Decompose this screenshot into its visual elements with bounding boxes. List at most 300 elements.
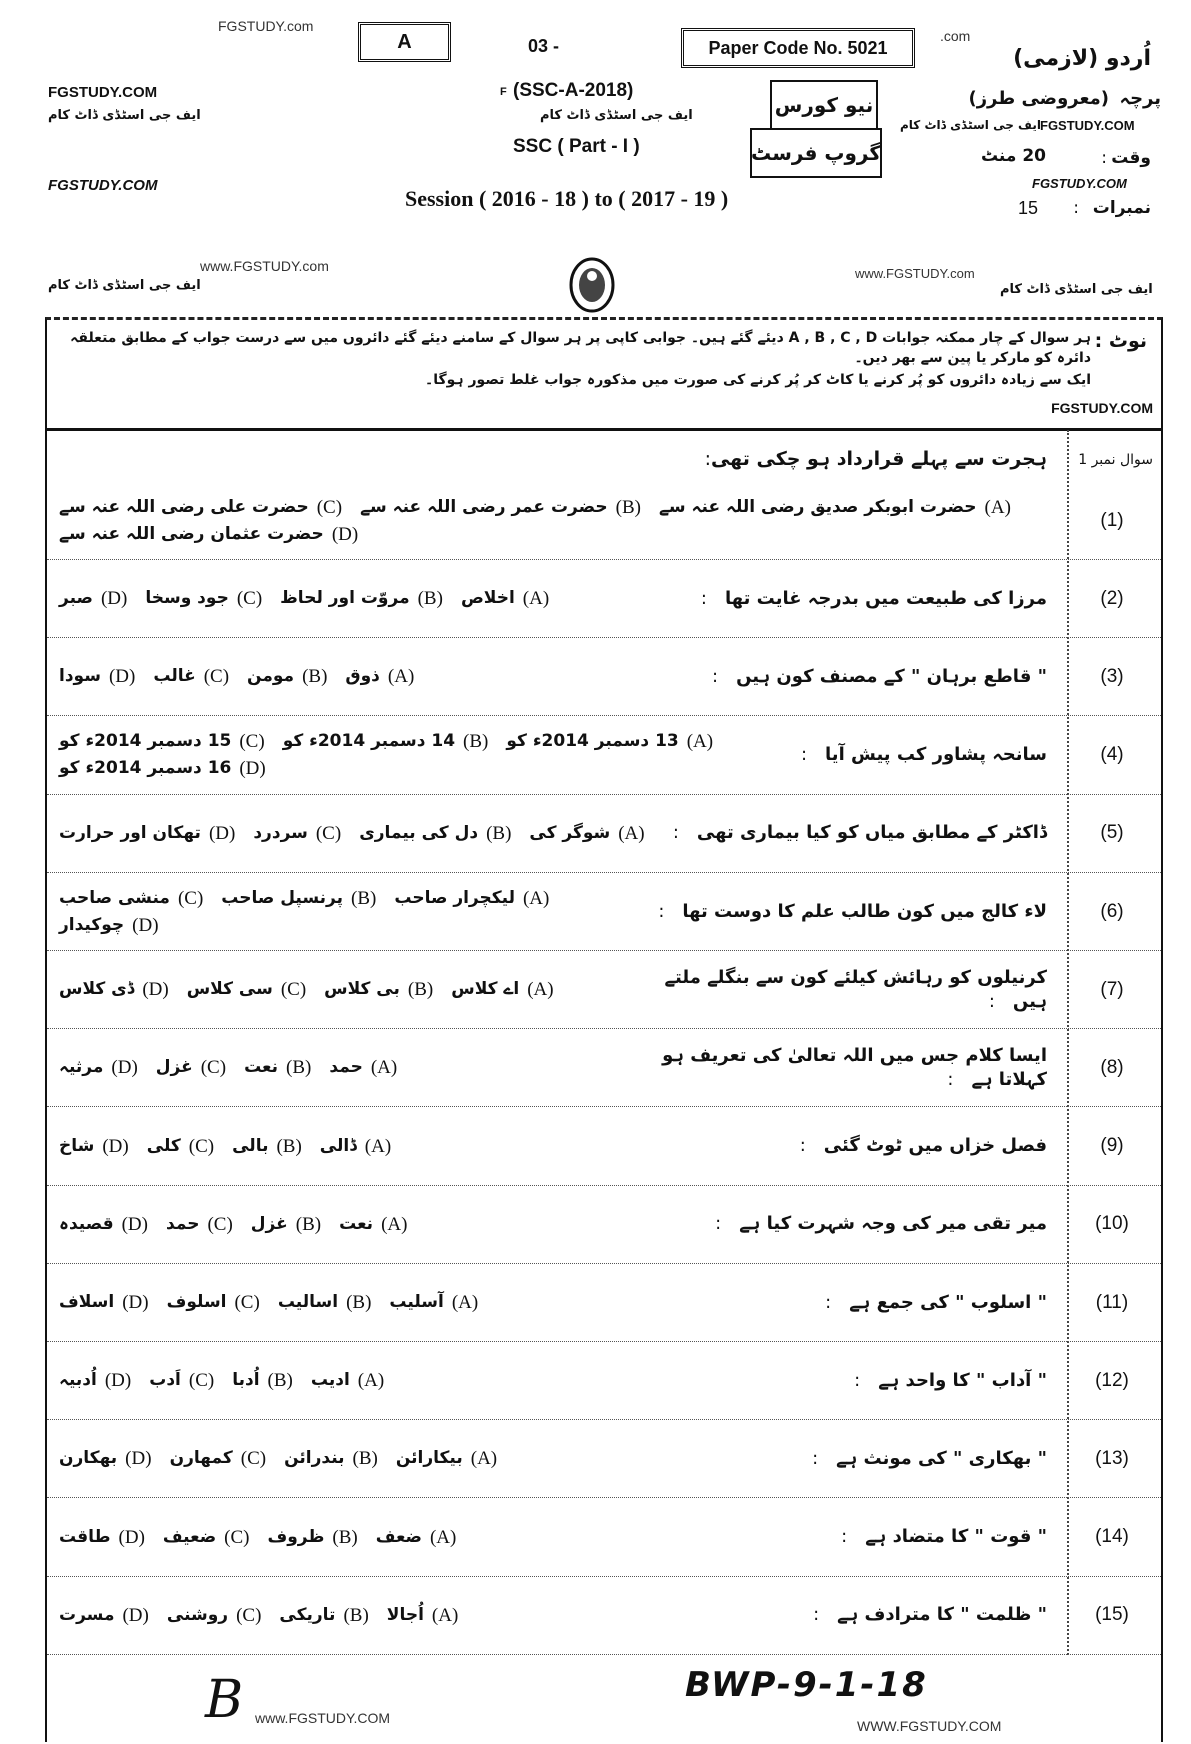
option-b[interactable] <box>278 1290 372 1315</box>
option-label: (D) <box>121 1213 148 1235</box>
colon: : <box>812 1447 819 1469</box>
question-text: لاء کالج میں کون طالب علم کا دوست تھا <box>682 900 1047 922</box>
option-a[interactable] <box>387 1603 459 1628</box>
question-stem <box>712 665 1063 689</box>
question-number: (15) <box>1095 1604 1129 1626</box>
options <box>59 586 687 611</box>
question-text: ایسا کلام جس میں اللہ تعالیٰ کی تعریف ہو کہلاتا ہے <box>662 1044 1047 1090</box>
option-text: کلی <box>146 1135 181 1156</box>
options <box>59 1603 799 1628</box>
option-a[interactable] <box>506 729 713 754</box>
option-label: (D) <box>118 1526 145 1548</box>
option-a[interactable] <box>311 1368 384 1393</box>
watermark: ایف جی اسٹڈی ڈاٹ کام <box>48 108 201 123</box>
watermark: WWW.FGSTUDY.COM <box>857 1718 1002 1734</box>
option-label: (B) <box>463 731 489 753</box>
colon: : <box>800 744 808 766</box>
option-label: (C) <box>239 731 265 753</box>
option-text: ضعیف <box>162 1526 217 1547</box>
colon: : <box>1073 198 1079 218</box>
question-row <box>47 1499 1161 1577</box>
question-number: (8) <box>1100 1056 1124 1078</box>
time-label: وقت <box>1111 148 1151 168</box>
option-label: (D) <box>100 588 128 610</box>
option-d[interactable] <box>59 913 159 938</box>
option-text: اُدبیہ <box>59 1370 97 1391</box>
option-label: (B) <box>332 1526 358 1548</box>
options <box>59 1525 827 1550</box>
option-text: مومن <box>247 666 295 687</box>
option-text: کمھارن <box>169 1448 233 1469</box>
option-label: (A) <box>429 1526 457 1548</box>
options <box>59 495 1033 547</box>
watermark: FGSTUDY.com <box>218 18 314 34</box>
option-text: روشنی <box>166 1604 229 1625</box>
option-a[interactable] <box>396 1446 497 1471</box>
question-row <box>47 951 1161 1029</box>
watermark: FGSTUDY.COM <box>1040 118 1135 133</box>
colon: : <box>813 1604 820 1626</box>
option-text: جود وسخا <box>145 588 229 609</box>
option-label: (A) <box>686 731 714 753</box>
option-text: چوکیدار <box>59 914 125 935</box>
colon: : <box>1101 148 1107 168</box>
option-label: (C) <box>188 1370 215 1392</box>
option-label: (D) <box>239 758 266 780</box>
option-b[interactable] <box>284 1446 378 1471</box>
option-text: غزل <box>250 1213 288 1234</box>
option-label: (B) <box>346 1292 372 1313</box>
colon: : <box>658 900 665 922</box>
option-label: (C) <box>316 496 343 518</box>
option-text: 15 دسمبر 2014ء کو <box>59 731 232 752</box>
option-label: (C) <box>203 666 230 688</box>
option-b[interactable] <box>279 1603 368 1628</box>
question-stem <box>812 1447 1063 1471</box>
option-d[interactable] <box>59 756 266 781</box>
option-label: (A) <box>470 1448 498 1470</box>
option-label: (B) <box>302 666 328 688</box>
option-c[interactable] <box>166 1212 233 1237</box>
option-text: حضرت عمر رضی اللہ عنہ سے <box>360 496 608 517</box>
option-text: قصیدہ <box>59 1213 114 1234</box>
option-text: بالی <box>232 1135 269 1156</box>
option-d[interactable] <box>59 1368 131 1393</box>
option-c[interactable] <box>163 1525 250 1550</box>
option-d[interactable] <box>59 977 169 1002</box>
time-value: 20 منٹ <box>980 146 1046 166</box>
option-c[interactable] <box>187 977 306 1002</box>
section-intro: ہجرت سے پہلے قرارداد ہو چکی تھی <box>710 448 1047 470</box>
option-text: نعت <box>244 1057 279 1078</box>
option-d[interactable] <box>59 1055 138 1080</box>
question-number: (2) <box>1100 587 1124 609</box>
option-label: (C) <box>200 1057 227 1079</box>
option-text: 14 دسمبر 2014ء کو <box>282 731 456 752</box>
option-text: 13 دسمبر 2014ء کو <box>506 731 679 752</box>
option-d[interactable] <box>59 1603 149 1628</box>
option-text: اُجالا <box>386 1604 424 1625</box>
version-box <box>358 22 451 62</box>
option-text: ڈی کلاس <box>59 979 135 1000</box>
option-text: اے کلاس <box>451 979 520 1000</box>
question-text: میر تقی میر کی وجہ شہرت کیا ہے <box>739 1213 1047 1235</box>
option-text: حضرت عثمان رضی اللہ عنہ سے <box>59 523 324 544</box>
note-line-1: ہر سوال کے چار ممکنہ جوابات A , B , C , D دیئے گئے ہیں۔ جوابی کاپی پر ہر سوال کے سامنے دیئے گئے دائروں میں سے درست جواب کے مطابق متعلقہ دائرہ کو مارکر یا پین سے بھر دیں۔ <box>70 330 1091 366</box>
option-a[interactable] <box>659 495 1011 520</box>
option-a[interactable] <box>394 886 549 911</box>
option-text: اخلاص <box>460 588 515 609</box>
question-row <box>47 1186 1161 1264</box>
option-label: (A) <box>527 979 554 1001</box>
paper-code: Paper Code No. 5021 <box>708 37 888 58</box>
option-text: مروّت اور لحاظ <box>280 588 410 609</box>
option-text: حمد <box>329 1057 363 1078</box>
paper-type: (معروضی طرز) <box>968 88 1109 109</box>
option-text: اسلوف <box>166 1292 227 1312</box>
option-label: (C) <box>280 979 307 1001</box>
option-c[interactable] <box>167 1603 262 1628</box>
option-d[interactable] <box>59 1290 149 1315</box>
option-text: تاریکی <box>279 1604 336 1625</box>
question-row <box>47 873 1161 951</box>
option-b[interactable] <box>324 977 433 1002</box>
question-number: (5) <box>1100 822 1124 844</box>
option-label: (B) <box>417 588 443 610</box>
option-b[interactable] <box>221 886 376 911</box>
option-text: منشی صاحب <box>59 887 170 908</box>
question-number: (13) <box>1095 1447 1129 1469</box>
option-text: نعت <box>339 1213 374 1234</box>
option-c[interactable] <box>167 1290 260 1315</box>
option-c[interactable] <box>153 664 229 689</box>
question-stem <box>854 1369 1063 1393</box>
option-text: تھکان اور حرارت <box>59 822 201 843</box>
option-label: (C) <box>236 588 263 610</box>
watermark: FGSTUDY.COM <box>48 177 158 194</box>
option-a[interactable] <box>451 977 553 1002</box>
question-stem <box>658 900 1063 924</box>
question-text: " ظلمت " کا مترادف ہے <box>837 1604 1047 1626</box>
option-c[interactable] <box>59 495 342 520</box>
option-text: بی کلاس <box>324 979 400 1000</box>
watermark: www.FGSTUDY.COM <box>255 1710 391 1726</box>
option-d[interactable] <box>59 1446 152 1471</box>
option-b[interactable] <box>251 1212 321 1237</box>
question-stem <box>617 966 1063 1014</box>
options <box>59 729 787 781</box>
option-a[interactable] <box>329 1055 397 1080</box>
exam-code: (SSC-A-2018) <box>513 80 634 101</box>
option-text: بندرائن <box>284 1448 345 1469</box>
subject: اُردو (لازمی) <box>1013 46 1151 71</box>
option-text: ڈالی <box>319 1135 357 1156</box>
question-number: (11) <box>1095 1291 1129 1313</box>
option-d[interactable] <box>59 1525 145 1550</box>
option-label: (B) <box>295 1213 322 1235</box>
option-text: آسلیب <box>389 1292 444 1312</box>
instructions <box>47 320 1161 431</box>
question-stem <box>800 1134 1063 1158</box>
question-row <box>47 717 1161 795</box>
option-b[interactable] <box>232 1134 302 1159</box>
option-label: (D) <box>142 979 169 1001</box>
colon: : <box>841 1526 848 1548</box>
signature: B <box>205 1670 244 1730</box>
option-text: ضعف <box>375 1526 422 1547</box>
watermark: FGSTUDY.COM <box>1032 176 1127 191</box>
colon: : <box>672 822 679 844</box>
question-number: (14) <box>1095 1526 1129 1548</box>
option-b[interactable] <box>232 1368 293 1393</box>
option-c[interactable] <box>59 886 203 911</box>
version-letter: A <box>397 30 412 53</box>
question-stem <box>841 1525 1063 1549</box>
option-d[interactable] <box>59 586 127 611</box>
option-label: (C) <box>177 887 204 909</box>
colon: : <box>825 1291 832 1313</box>
option-label: (D) <box>102 1135 129 1157</box>
option-text: غالب <box>153 666 196 687</box>
question-row <box>47 1264 1161 1342</box>
option-label: (D) <box>331 523 359 545</box>
question-text: فصل خزاں میں ٹوٹ گئی <box>823 1135 1047 1157</box>
option-text: صبر <box>59 588 93 609</box>
option-c[interactable] <box>156 1055 226 1080</box>
question-row <box>47 795 1161 873</box>
question-stem <box>813 1603 1063 1627</box>
option-a[interactable] <box>461 586 549 611</box>
option-text: ظروف <box>267 1526 325 1547</box>
question-row <box>47 1108 1161 1186</box>
option-c[interactable] <box>145 586 262 611</box>
option-text: ذوق <box>345 666 380 687</box>
colon: : <box>799 1135 806 1157</box>
question-row <box>47 482 1161 560</box>
option-label: (B) <box>407 979 434 1001</box>
paper-label: پرچہ <box>1119 88 1161 109</box>
option-text: اسلاف <box>59 1292 115 1312</box>
question-stem <box>715 1212 1063 1236</box>
option-label: (A) <box>431 1604 459 1626</box>
option-label: (D) <box>122 1604 149 1626</box>
question-text: کرنیلوں کو رہائش کیلئے کون سے بنگلے ملتے ہیں <box>664 966 1047 1012</box>
option-text: پرنسپل صاحب <box>221 887 344 908</box>
watermark: FGSTUDY.COM <box>1051 400 1153 416</box>
option-label: (C) <box>224 1526 250 1548</box>
paper-code-box <box>681 28 915 68</box>
question-row <box>47 560 1161 638</box>
option-text: غزل <box>155 1057 193 1078</box>
option-label: (C) <box>236 1604 262 1626</box>
marks-value: 15 <box>1018 198 1039 218</box>
watermark: www.FGSTUDY.com <box>855 266 975 281</box>
option-label: (D) <box>108 666 136 688</box>
option-c[interactable] <box>149 1368 214 1393</box>
option-c[interactable] <box>170 1446 267 1471</box>
option-b[interactable] <box>360 495 641 520</box>
option-b[interactable] <box>244 1055 311 1080</box>
options <box>59 1446 798 1471</box>
question-text: سانحہ پشاور کب پیش آیا <box>825 744 1047 766</box>
question-number: (1) <box>1100 509 1124 531</box>
question-number: (10) <box>1095 1213 1129 1235</box>
colon: : <box>947 1068 954 1090</box>
option-label: (A) <box>618 822 645 844</box>
course-box <box>770 80 878 130</box>
colon: : <box>988 990 995 1012</box>
question-stem <box>801 743 1063 767</box>
option-label: (B) <box>352 1448 378 1470</box>
options <box>59 664 698 689</box>
watermark: FGSTUDY.COM <box>48 84 158 101</box>
option-label: (D) <box>122 1292 149 1313</box>
option-b[interactable] <box>359 821 511 846</box>
option-label: (B) <box>267 1370 293 1392</box>
watermark: www.FGSTUDY.com <box>200 258 329 274</box>
question-frame <box>45 317 1163 1742</box>
option-text: اسالیب <box>277 1292 339 1312</box>
options <box>59 821 659 846</box>
option-label: (B) <box>486 822 512 844</box>
question-row <box>47 638 1161 716</box>
course-label: نیو کورس <box>774 93 874 117</box>
colon: : <box>854 1369 861 1391</box>
watermark: .com <box>940 28 971 44</box>
question-text: " آداب " کا واحد ہے <box>878 1369 1047 1391</box>
option-c[interactable] <box>253 821 341 846</box>
colon: : <box>711 665 719 687</box>
option-label: (B) <box>276 1135 302 1157</box>
option-label: (C) <box>315 822 342 844</box>
question-text: ڈاکٹر کے مطابق میاں کو کیا بیماری تھی <box>696 822 1047 844</box>
option-label: (C) <box>188 1135 215 1157</box>
option-text: دل کی بیماری <box>359 822 479 843</box>
option-label: (A) <box>364 1135 392 1157</box>
option-a[interactable] <box>376 1525 457 1550</box>
question-number: (9) <box>1100 1135 1124 1157</box>
option-b[interactable] <box>283 729 489 754</box>
options <box>59 1212 701 1237</box>
option-text: سی کلاس <box>186 979 273 1000</box>
option-label: (A) <box>387 666 415 688</box>
option-a[interactable] <box>529 821 644 846</box>
option-label: (B) <box>615 496 641 518</box>
note-label: نوٹ : <box>1094 330 1147 352</box>
question-row <box>47 1577 1161 1655</box>
option-b[interactable] <box>247 664 327 689</box>
option-label: (A) <box>370 1057 398 1079</box>
option-text: ادیب <box>310 1370 350 1391</box>
option-text: شوگر کی <box>529 822 611 843</box>
option-b[interactable] <box>267 1525 357 1550</box>
watermark: ایف جی اسٹڈی ڈاٹ کام <box>540 108 693 123</box>
option-d[interactable] <box>59 664 135 689</box>
option-label: (D) <box>104 1370 132 1392</box>
option-a[interactable] <box>320 1134 391 1159</box>
question-text: مرزا کی طبیعت میں بدرجہ غایت تھا <box>724 587 1047 609</box>
session: Session ( 2016 - 18 ) to ( 2017 - 19 ) <box>405 186 729 211</box>
options <box>59 1368 840 1393</box>
question-text: " قاطع برہان " کے مصنف کون ہیں <box>736 665 1047 687</box>
group-box <box>750 128 882 178</box>
option-d[interactable] <box>59 522 358 547</box>
option-text: لیکچرار صاحب <box>394 887 515 908</box>
question-row <box>47 1420 1161 1498</box>
option-text: سودا <box>59 666 101 687</box>
question-stem <box>673 821 1063 845</box>
option-text: مرثیہ <box>59 1057 104 1078</box>
note-line-2: ایک سے زیادہ دائروں کو پُر کرنے یا کاٹ کر پُر کرنے کی صورت میں مذکورہ جواب غلط تصور ہوگا۔ <box>425 372 1091 388</box>
option-text: طاقت <box>59 1526 111 1547</box>
question-stem <box>825 1291 1063 1315</box>
question-text: " قوت " کا متضاد ہے <box>865 1526 1047 1548</box>
option-text: مسرت <box>59 1604 115 1625</box>
option-label: (C) <box>234 1292 260 1313</box>
question-number: (3) <box>1100 665 1124 687</box>
option-text: حضرت ابوبکر صدیق رضی اللہ عنہ سے <box>658 496 977 517</box>
exam-part: SSC ( Part - I ) <box>513 136 640 157</box>
question-number: (6) <box>1100 900 1124 922</box>
question-row <box>47 1342 1161 1420</box>
question-text: " اسلوب " کی جمع ہے <box>849 1291 1047 1313</box>
question-text: " بھکاری " کی مونث ہے <box>836 1447 1047 1469</box>
colon: : <box>700 587 707 609</box>
option-label: (C) <box>240 1448 267 1470</box>
option-label: (B) <box>351 887 377 909</box>
option-a[interactable] <box>389 1290 478 1315</box>
option-c[interactable] <box>147 1134 214 1159</box>
option-d[interactable] <box>59 1212 148 1237</box>
option-label: (B) <box>343 1604 369 1626</box>
option-label: (D) <box>111 1057 138 1079</box>
option-text: بھکارن <box>59 1448 118 1469</box>
option-label: (A) <box>522 887 550 909</box>
option-label: (D) <box>208 822 236 844</box>
colon: : <box>704 448 711 470</box>
option-a[interactable] <box>339 1212 407 1237</box>
option-d[interactable] <box>59 1134 129 1159</box>
option-text: حضرت علی رضی اللہ عنہ سے <box>59 496 309 517</box>
option-a[interactable] <box>345 664 414 689</box>
question-row <box>47 1029 1161 1107</box>
section-label: سوال نمبر 1 <box>1078 452 1153 468</box>
options <box>59 1134 786 1159</box>
option-label: (B) <box>286 1057 312 1079</box>
colon: : <box>715 1213 722 1235</box>
options <box>59 886 644 938</box>
option-text: 16 دسمبر 2014ء کو <box>59 758 232 779</box>
option-d[interactable] <box>59 821 235 846</box>
option-label: (A) <box>984 496 1011 518</box>
option-text: سردرد <box>253 822 308 843</box>
option-text: اَدب <box>149 1370 181 1391</box>
option-b[interactable] <box>280 586 443 611</box>
options <box>59 977 603 1002</box>
watermark: ایف جی اسٹڈی ڈاٹ کام <box>900 118 1041 132</box>
watermark: ایف جی اسٹڈی ڈاٹ کام <box>48 278 201 293</box>
option-text: بیکارائن <box>395 1448 463 1469</box>
option-text: شاخ <box>59 1135 95 1156</box>
question-stem <box>701 587 1063 611</box>
handwritten-code: BWP-9-1-18 <box>685 1665 928 1705</box>
option-label: (A) <box>357 1370 385 1392</box>
watermark: ایف جی اسٹڈی ڈاٹ کام <box>1000 282 1153 297</box>
option-label: (D) <box>125 1448 152 1470</box>
option-c[interactable] <box>59 729 265 754</box>
serial-number: 03 - <box>528 36 560 56</box>
question-number: (12) <box>1095 1369 1129 1391</box>
